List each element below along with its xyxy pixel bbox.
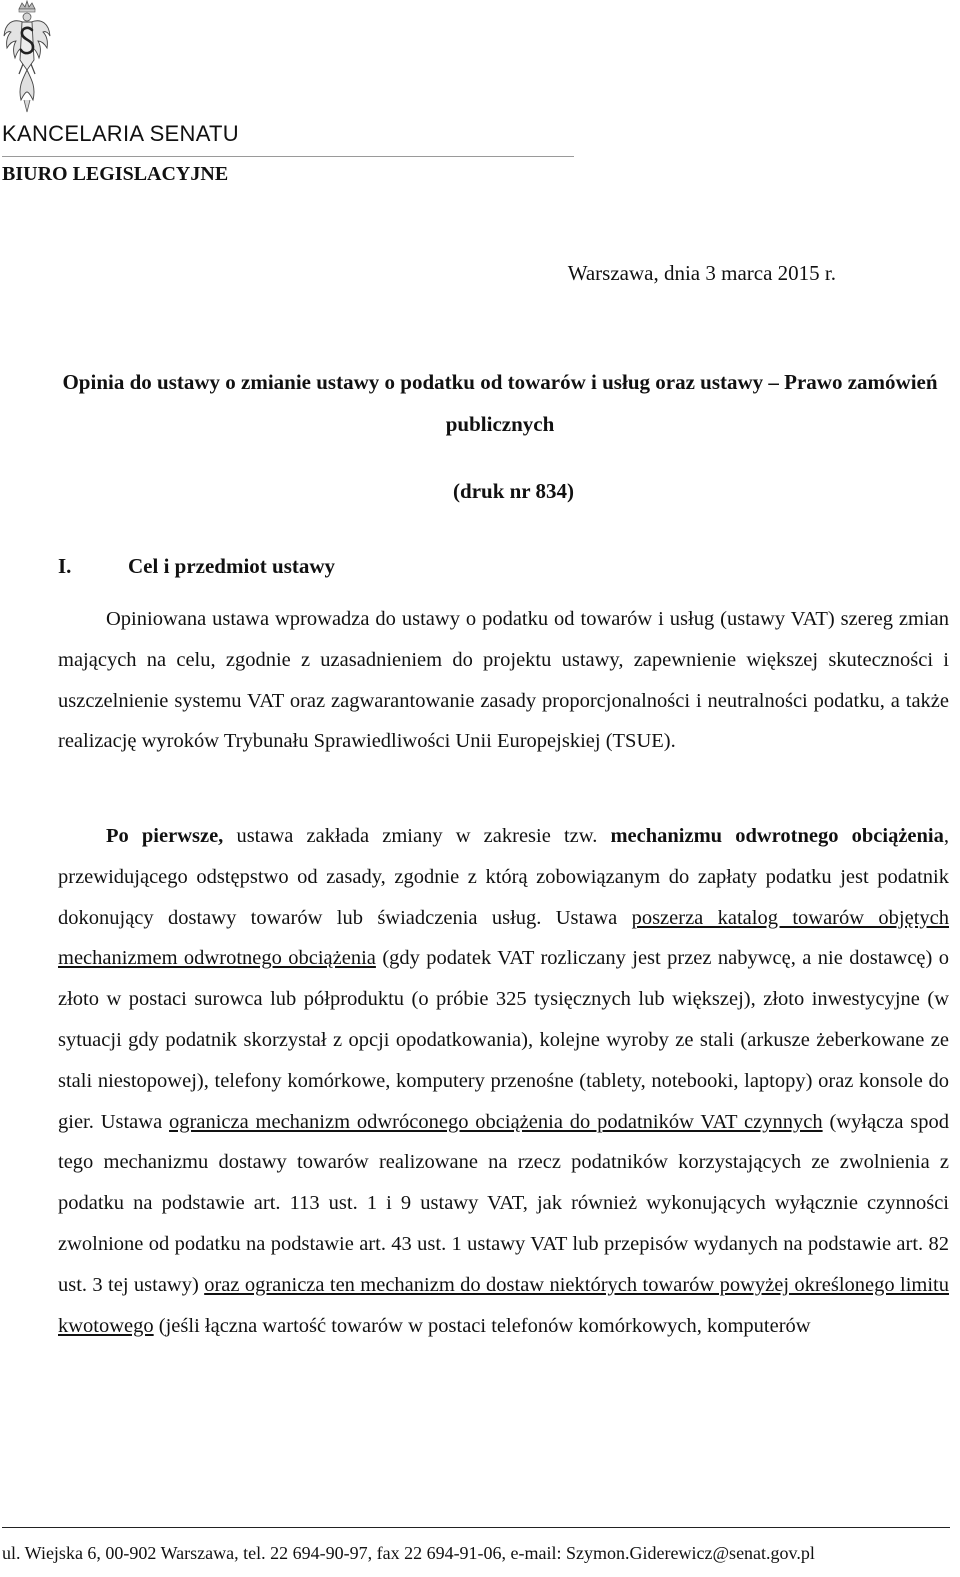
- paragraph-2-text-1: ustawa zakłada zmiany w zakresie tzw.: [223, 825, 611, 847]
- section-heading: [58, 554, 335, 579]
- paragraph-2-underlined-1: poszerza katalog towarów objętych mechanizmem odwrotnego obciążenia: [58, 906, 949, 970]
- footer-divider: [2, 1527, 950, 1528]
- document-date: Warszawa, dnia 3 marca 2015 r.: [567, 261, 836, 285]
- paragraph-2-text-2: , przewidującego odstępstwo od zasady, zgodnie z którą zobowiązanym do zapłaty podatku jest podatnik dokonujący dostawy towarów lub świadczenia usług. Ustawa: [58, 825, 949, 929]
- paragraph-2-lead: Po pierwsze,: [106, 825, 224, 847]
- paragraph-2-bold-term: mechanizmu odwrotnego obciążenia: [610, 825, 944, 847]
- paragraph-2-text-3: (gdy podatek VAT rozliczany jest przez nabywcę, a nie dostawcę) o złoto w postaci surowca lub półproduktu (o próbie 325 tysięcznych lub większej), złoto inwestycyjne (w sytuacji gdy podatnik skorzystał z opcji opodatkowania), kolejne wyroby ze stali (arkusze żeberkowane ze stali niestopowej), telefony komórkowe, komputery przenośne (tablety, notebooki, laptopy) oraz konsole do gier. Ustawa: [58, 947, 949, 1133]
- section-number: I.: [58, 554, 72, 578]
- senate-emblem-icon: [2, 0, 52, 118]
- document-title: Opinia do ustawy o zmianie ustawy o podatku od towarów i usług oraz ustawy – Prawo zamówień publicznych: [62, 370, 938, 436]
- paragraph-2-text-5: (jeśli łączna wartość towarów w postaci telefonów komórkowych, komputerów: [153, 1314, 811, 1337]
- paragraph-2: [58, 816, 949, 1346]
- paragraph-2-underlined-2: ogranicza mechanizm odwróconego obciążenia do podatników VAT czynnych: [169, 1110, 823, 1133]
- paragraph-2-underlined-3: oraz ogranicza ten mechanizm do dostaw niektórych towarów powyżej określonego limitu kwotowego: [58, 1273, 949, 1337]
- section-title: Cel i przedmiot ustawy: [128, 554, 336, 578]
- print-number: (druk nr 834): [453, 479, 574, 503]
- header-divider: [2, 156, 574, 157]
- footer-contact: ul. Wiejska 6, 00-902 Warszawa, tel. 22 694-90-97, fax 22 694-91-06, e-mail: Szymon.Giderewicz@senat.gov.pl: [2, 1543, 815, 1563]
- paragraph-2-text-4: (wyłącza spod tego mechanizmu dostawy towarów realizowane na rzecz podatników korzystających ze zwolnienia z podatku na podstawie art. 113 ust. 1 i 9 ustawy VAT, jak również wykonujących wyłącznie czynności zwolnione od podatku na podstawie art. 43 ust. 1 ustawy VAT lub przepisów wydanych na podstawie art. 82 ust. 3 tej ustawy): [58, 1110, 949, 1296]
- paragraph-1: Opiniowana ustawa wprowadza do ustawy o podatku od towarów i usług (ustawy VAT) szereg zmian mających na celu, zgodnie z uzasadnieniem do projektu ustawy, zapewnienie większej skuteczności i uszczelnienie systemu VAT oraz zagwarantowanie zasady proporcjonalności i neutralności podatku, a także realizację wyroków Trybunału Sprawiedliwości Unii Europejskiej (TSUE).: [58, 608, 949, 753]
- org-name: KANCELARIA SENATU: [2, 121, 239, 146]
- org-department: BIURO LEGISLACYJNE: [2, 163, 229, 185]
